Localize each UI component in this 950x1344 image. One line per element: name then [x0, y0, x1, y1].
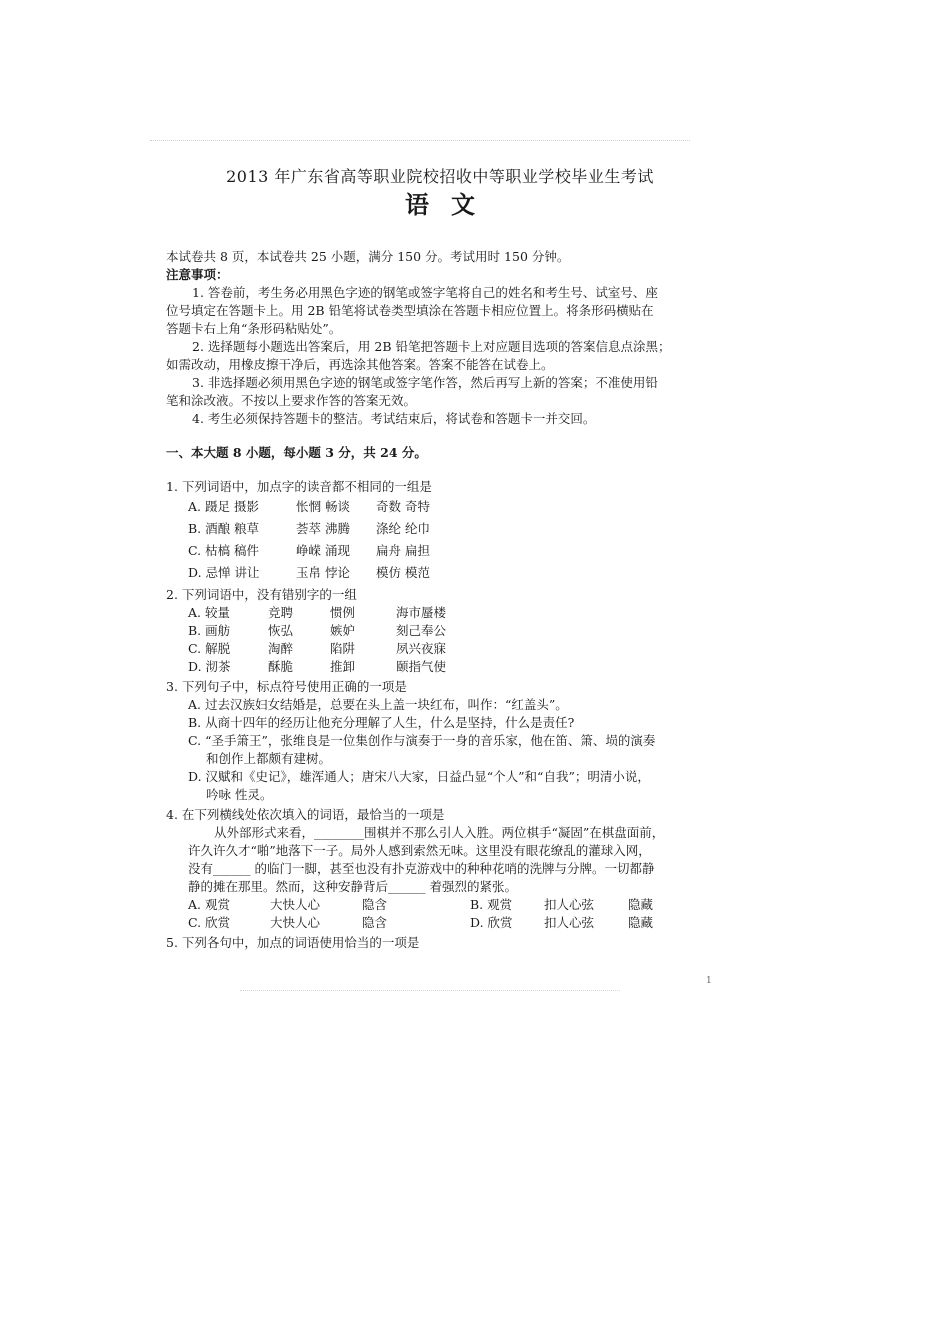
option-cell: 嫉妒 [330, 623, 356, 638]
notice-line: 2. 选择题每小题选出答案后，用 2B 铅笔把答题卡上对应题目选项的答案信息点涂黑； [192, 339, 671, 354]
option-cell: 淘醉 [268, 641, 294, 656]
option-cell: 惯例 [330, 605, 356, 620]
option-cell: 荟萃 沸腾 [296, 521, 350, 536]
question-5-stem: 5. 下列各句中，加点的词语使用恰当的一项是 [166, 935, 420, 950]
option-cell: 酥脆 [268, 659, 294, 674]
question-4-passage: 没有______ 的临门一脚，甚至也没有扑克游戏中的种种花哨的洗牌与分牌。一切都静 [188, 861, 655, 876]
option-cell: 大快人心 [270, 915, 321, 930]
option-cell: 竞聘 [268, 605, 294, 620]
option-cell: D. 欣赏 [470, 915, 513, 930]
question-1-option [166, 518, 714, 540]
option-cell: A. 蹑足 摄影 [188, 499, 259, 514]
subject-title: 语文 [405, 190, 497, 219]
question-3-option-c-cont: 和创作上都颇有建树。 [206, 751, 332, 766]
notice-line: 如需改动，用橡皮擦干净后，再选涂其他答案。答案不能答在试卷上。 [166, 357, 554, 372]
notice-heading: 注意事项： [166, 267, 229, 282]
option-cell: 隐藏 [628, 915, 654, 930]
option-cell: 恢弘 [268, 623, 294, 638]
notice-line: 位号填定在答题卡上。用 2B 铅笔将试卷类型填涂在答题卡相应位置上。将条形码横贴在 [166, 303, 654, 318]
question-3-option-c: C. “圣手箫王”，张维良是一位集创作与演奏于一身的音乐家，他在笛、箫、埙的演奏 [188, 733, 656, 748]
option-cell: 峥嵘 涌现 [296, 543, 350, 558]
question-3-option-a: A. 过去汉族妇女结婚是，总要在头上盖一块红布，叫作：“红盖头”。 [188, 697, 568, 712]
question-2-option [166, 604, 714, 622]
option-cell: 怅惘 畅谈 [296, 499, 350, 514]
exam-body [166, 248, 714, 952]
notice-line: 1. 答卷前，考生务必用黑色字迹的钢笔或签字笔将自己的姓名和考生号、试室号、座 [192, 285, 658, 300]
exam-summary: 本试卷共 8 页，本试卷共 25 小题，满分 150 分。考试用时 150 分钟。 [166, 249, 570, 264]
option-cell: C. 枯槁 稿件 [188, 543, 260, 558]
question-1-option [166, 562, 714, 584]
notice-line: 3. 非选择题必须用黑色字迹的钢笔或签字笔作答，然后再写上新的答案；不准使用铅 [192, 375, 658, 390]
option-cell: A. 较量 [188, 605, 230, 620]
notice-line: 笔和涂改液。不按以上要求作答的答案无效。 [166, 393, 417, 408]
option-cell: D. 沏茶 [188, 659, 231, 674]
option-cell: 刻己奉公 [396, 623, 447, 638]
notice-line: 答题卡右上角“条形码粘贴处”。 [166, 321, 342, 336]
option-cell: C. 欣赏 [188, 915, 231, 930]
question-3-option-d-cont: 吟咏 性灵。 [206, 787, 273, 802]
notice-line: 4. 考生必须保持答题卡的整洁。考试结束后，将试卷和答题卡一并交回。 [192, 411, 596, 426]
question-4-stem: 4. 在下列横线处依次填入的词语，最恰当的一项是 [166, 807, 445, 822]
option-cell: 海市蜃楼 [396, 605, 447, 620]
section-heading: 一、本大题 8 小题，每小题 3 分，共 24 分。 [166, 445, 427, 460]
question-2-option [166, 622, 714, 640]
scan-artifact-top [150, 140, 690, 145]
question-4-option-row [166, 914, 714, 932]
option-cell: 扁舟 扁担 [376, 543, 430, 558]
option-cell: 扣人心弦 [544, 915, 595, 930]
option-cell: 大快人心 [270, 897, 321, 912]
question-4-option-row [166, 896, 714, 914]
option-cell: 玉帛 悖论 [296, 565, 350, 580]
option-cell: 颐指气使 [396, 659, 447, 674]
option-cell: 推卸 [330, 659, 356, 674]
question-4-passage: 静的摊在那里。然而，这种安静背后______ 着强烈的紧张。 [188, 879, 517, 894]
option-cell: 隐藏 [628, 897, 654, 912]
exam-title: 2013 年广东省高等职业院校招收中等职业学校毕业生考试 [226, 167, 654, 186]
option-cell: 扣人心弦 [544, 897, 595, 912]
option-cell: D. 忌惮 讲让 [188, 565, 260, 580]
option-cell: 涤纶 纶巾 [376, 521, 430, 536]
scan-artifact-bottom [240, 990, 620, 995]
question-3-stem: 3. 下列句子中，标点符号使用正确的一项是 [166, 679, 407, 694]
question-3-option-b: B. 从商十四年的经历让他充分理解了人生，什么是坚持，什么是责任? [188, 715, 575, 730]
question-1-option [166, 540, 714, 562]
option-cell: 模仿 模范 [376, 565, 430, 580]
question-2-option [166, 640, 714, 658]
option-cell: B. 观赏 [470, 897, 513, 912]
question-1-stem: 1. 下列词语中，加点字的读音都不相同的一组是 [166, 479, 432, 494]
question-4-passage: 从外部形式来看，________围棋并不那么引人入胜。两位棋手“凝固”在棋盘面前， [214, 825, 665, 840]
page-number: 1 [706, 976, 712, 986]
option-cell: 陷阱 [330, 641, 356, 656]
question-1-option [166, 496, 714, 518]
option-cell: A. 观赏 [188, 897, 230, 912]
option-cell: 隐含 [362, 915, 388, 930]
option-cell: 隐含 [362, 897, 388, 912]
question-4-passage: 许久许久才“啪”地落下一子。局外人感到索然无味。这里没有眼花缭乱的灌球入网， [188, 843, 651, 858]
option-cell: C. 解脱 [188, 641, 231, 656]
option-cell: 奇数 奇特 [376, 499, 430, 514]
question-2-stem: 2. 下列词语中，没有错别字的一组 [166, 587, 357, 602]
question-3-option-d: D. 汉赋和《史记》，雄浑通人；唐宋八大家，日益凸显“个人”和“自我”；明清小说， [188, 769, 650, 784]
question-2-option [166, 658, 714, 676]
option-cell: B. 酒酿 粮草 [188, 521, 260, 536]
option-cell: B. 画舫 [188, 623, 231, 638]
option-cell: 夙兴夜寐 [396, 641, 447, 656]
